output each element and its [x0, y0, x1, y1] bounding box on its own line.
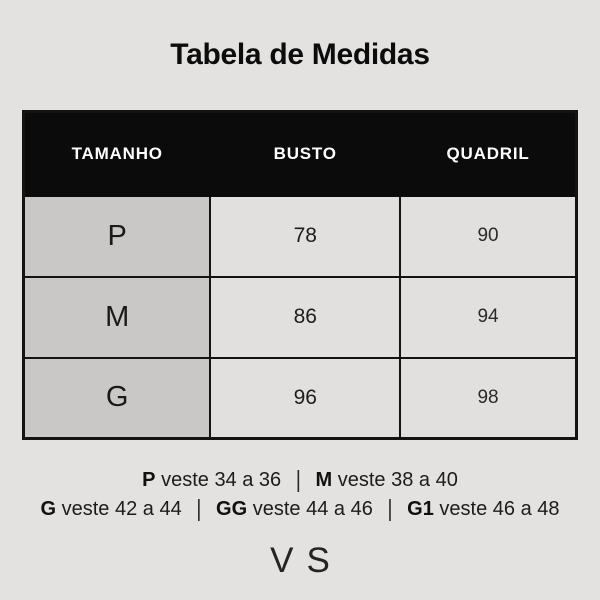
footnote-size-label: G	[40, 498, 57, 520]
page-title: Tabela de Medidas	[170, 38, 430, 71]
separator-bar: |	[387, 496, 393, 522]
footnote-size-text: veste 38 a 40	[337, 469, 458, 491]
column-header-busto: BUSTO	[210, 112, 400, 196]
footnote-size-label: G1	[407, 498, 434, 520]
quadril-cell: 94	[400, 277, 576, 358]
footnote-size-text: veste 44 a 46	[252, 498, 373, 520]
footnote-line-1	[0, 466, 600, 495]
quadril-cell: 90	[400, 196, 576, 277]
footnote-size-label: GG	[216, 498, 248, 520]
busto-cell: 86	[210, 277, 400, 358]
busto-cell: 78	[210, 196, 400, 277]
footnote-size-text: veste 42 a 44	[61, 498, 182, 520]
column-header-tamanho: TAMANHO	[24, 112, 211, 196]
table-row-p	[24, 196, 577, 277]
brand-logo: VS	[270, 541, 343, 580]
table-row-g	[24, 358, 577, 439]
sizing-footnotes	[0, 466, 600, 524]
quadril-cell: 98	[400, 358, 576, 439]
column-header-quadril: QUADRIL	[400, 112, 576, 196]
separator-bar: |	[295, 467, 301, 493]
table-header-row	[24, 112, 577, 196]
size-table	[22, 110, 578, 440]
size-cell: M	[24, 277, 211, 358]
footnote-line-2	[0, 495, 600, 524]
size-table-container	[22, 110, 578, 440]
table-row-m	[24, 277, 577, 358]
size-cell: G	[24, 358, 211, 439]
busto-cell: 96	[210, 358, 400, 439]
footnote-size-text: veste 46 a 48	[439, 498, 560, 520]
separator-bar: |	[196, 496, 202, 522]
footnote-size-label: M	[315, 469, 333, 491]
footnote-size-text: veste 34 a 36	[161, 469, 282, 491]
size-cell: P	[24, 196, 211, 277]
footnote-size-label: P	[142, 469, 156, 491]
